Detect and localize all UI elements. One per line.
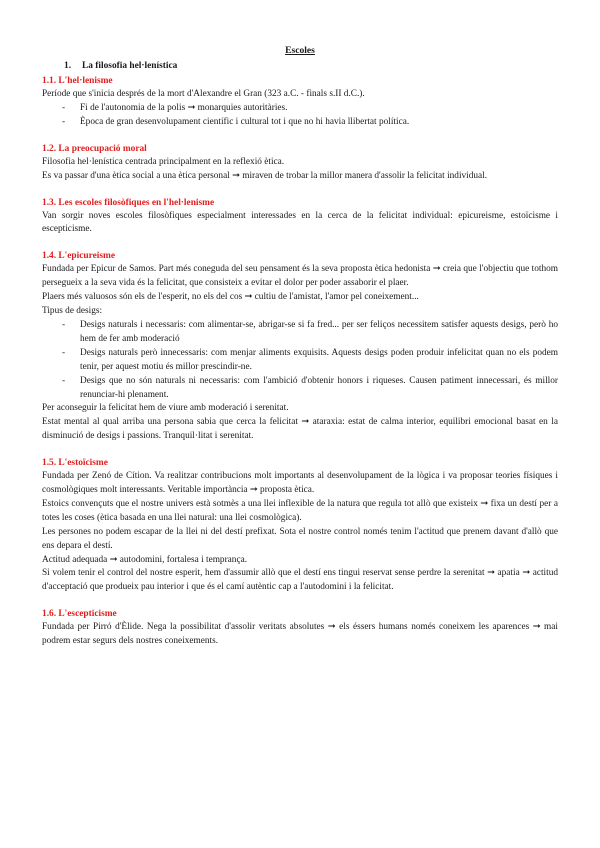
paragraph: Fundada per Zenó de Cítion. Va realitzar contribucions molt importants al desenvolupament de la lògica i va proposar teories físiques i cosmològiques molt interessants. Veritable importància ➞ proposta ètica. [42, 471, 558, 496]
bullet-list [42, 102, 558, 130]
paragraph: Tipus de desigs: [42, 306, 103, 317]
section-heading-estoicisme: 1.5. L'estoïcisme [42, 458, 108, 469]
chapter-label: La filosofia hel·lenística [82, 61, 178, 71]
section-heading-escepticisme: 1.6. L'escepticisme [42, 609, 117, 620]
list-item: - Època de gran desenvolupament científic i cultural tot i que no hi havia llibertat política. [62, 116, 558, 130]
paragraph: Actitud adequada ➞ autodomini, fortalesa i temprança. [42, 554, 248, 565]
chapter-heading [64, 60, 558, 73]
paragraph: Les persones no podem escapar de la llei ni del destí prefixat. Sota el nostre control només tenim l'actitud que prenem davant d'allò que ens depara el destí. [42, 526, 558, 551]
list-item: - Desigs naturals però innecessaris: com menjar aliments exquisits. Aquests desigs poden produir infelicitat quan no els podem tenir, per aquest motiu és millor prescindir-ne. [62, 347, 558, 375]
list-item: - Desigs que no són naturals ni necessaris: com l'ambició d'obtenir honors i riqueses. Causen patiment innecessari, és millor renunciar-hi plenament. [62, 375, 558, 403]
paragraph: Període que s'inicia després de la mort d'Alexandre el Gran (323 a.C. - finals s.II d.C.). [42, 89, 365, 99]
paragraph: Fundada per Epicur de Samos. Part més coneguda del seu pensament és la seva proposta ètica hedonista ➞ creia que l'objectiu que tothom persegueix a la seva vida és la felicitat, que consisteix a evitar el dolor per poder assaborir el plaer. [42, 264, 558, 289]
paragraph: Estat mental al qual arriba una persona sabia que cerca la felicitat ➞ ataraxia: estat de calma interior, equilibri emocional basat en la disminució de desigs i passions. Tranquil·litat i serenitat. [42, 417, 558, 442]
bullet-list [42, 319, 558, 402]
section-heading-epicureisme: 1.4. L'epicureisme [42, 251, 115, 262]
list-item: - Fi de l'autonomia de la polis ➞ monarquies autoritàries. [62, 102, 558, 116]
document-title: Escoles [285, 45, 315, 56]
paragraph: Es va passar d'una ètica social a una ètica personal ➞ miraven de trobar la millor manera d'assolir la felicitat individual. [42, 170, 488, 181]
paragraph: Filosofia hel·lenística centrada principalment en la reflexió ètica. [42, 156, 285, 167]
paragraph: Per aconseguir la felicitat hem de viure amb moderació i serenitat. [42, 403, 289, 414]
list-item: - Desigs naturals i necessaris: com alimentar-se, abrigar-se si fa fred... per ser feliços necessitem satisfer aquests desigs, però ho hem de fer amb moderació [62, 319, 558, 347]
paragraph: Si volem tenir el control del nostre esperit, hem d'assumir allò que el destí ens tingui reservat sense perdre la serenitat ➞ apatia ➞ actitud d'acceptació que produeix pau interior i que és el camí autèntic cap a l'autodomini i la felicitat. [42, 568, 558, 593]
section-heading-escoles-filosofiques: 1.3. Les escoles filosòfiques en l'hel·lenisme [42, 197, 215, 208]
paragraph: Plaers més valuosos són els de l'esperit, no els del cos ➞ cultiu de l'amistat, l'amor pel coneixement... [42, 292, 419, 303]
section-heading-preocupacio-moral: 1.2. La preocupació moral [42, 143, 147, 154]
paragraph: Van sorgir noves escoles filosòfiques especialment interessades en la cerca de la felicitat individual: epicureisme, estoïcisme i escepticisme. [42, 210, 558, 235]
paragraph: Fundada per Pirró d'Èlide. Nega la possibilitat d'assolir veritats absolutes ➞ els éssers humans només coneixem les aparences ➞ mai podrem estar segurs dels nostres coneixements. [42, 622, 558, 647]
section-heading-hellenisme: 1.1. L'hel·lenisme [42, 76, 113, 86]
chapter-number: 1. [64, 61, 72, 71]
paragraph: Estoics convençuts que el nostre univers està sotmès a una llei inflexible de la natura que regula tot allò que existeix ➞ fixa un destí per a totes les coses (ètica basada en una llei natural: una llei cosmològica). [42, 498, 558, 523]
